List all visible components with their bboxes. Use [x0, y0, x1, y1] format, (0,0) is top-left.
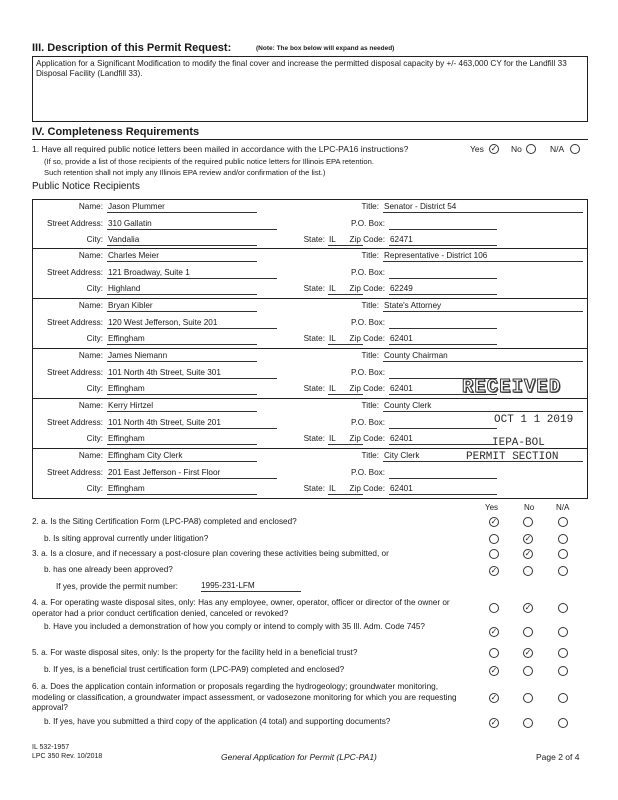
recipient-name[interactable]: James Niemann [107, 351, 257, 362]
q3b-text: b. has one already been approved? [44, 565, 173, 574]
q1-na-radio[interactable] [570, 144, 580, 154]
recipient-street[interactable]: 201 East Jefferson - First Floor [107, 468, 277, 479]
recipient-pobox[interactable] [389, 468, 497, 479]
q1-note-line2: Such retention shall not imply any Illinois EPA review and/or confirmation of the list.) [44, 168, 326, 177]
field-label: Name: [78, 202, 103, 211]
field-label: State: [303, 235, 325, 244]
q1-text: 1. Have all required public notice letters been mailed in accordance with the LPC-PA16 instructions? [32, 144, 409, 154]
q1-no-radio[interactable] [526, 144, 536, 154]
recipient-city[interactable]: Highland [107, 284, 257, 295]
field-label: Title: [361, 351, 379, 360]
field-label: State: [303, 384, 325, 393]
recipient-name[interactable]: Charles Meier [107, 251, 257, 262]
field-label: State: [303, 484, 325, 493]
col-na-header: N/A [556, 503, 570, 512]
q5a-no-radio[interactable]: ✓ [524, 648, 532, 657]
recipient-zip[interactable]: 62471 [389, 235, 497, 246]
q5b-na-radio[interactable] [558, 666, 568, 676]
field-label: P.O. Box: [351, 418, 385, 427]
q2b-yes-radio[interactable] [489, 534, 499, 544]
q6a-no-radio[interactable] [523, 693, 533, 703]
field-label: City: [86, 434, 103, 443]
q5b-no-radio[interactable] [523, 666, 533, 676]
recipient-zip[interactable]: 62401 [389, 484, 497, 495]
field-label: P.O. Box: [351, 318, 385, 327]
recipient-state[interactable]: IL [328, 434, 363, 445]
field-label: Name: [78, 251, 103, 260]
recipient-pobox[interactable] [389, 268, 497, 279]
q5a-text: 5. a. For waste disposal sites, only: Is the property for the facility held in a beneficial trust? [32, 648, 358, 657]
recipient-record [32, 249, 588, 299]
field-label: State: [303, 434, 325, 443]
field-label: Zip Code: [349, 384, 385, 393]
field-label: City: [86, 284, 103, 293]
field-label: Zip Code: [349, 235, 385, 244]
field-label: Title: [361, 401, 379, 410]
col-no-header: No [524, 503, 535, 512]
q5b-text: b. If yes, is a beneficial trust certification form (LPC-PA9) completed and enclosed? [44, 665, 345, 674]
recipient-street[interactable]: 310 Gallatin [107, 219, 277, 230]
q1-na-label: N/A [550, 144, 565, 154]
q4b-text: b. Have you included a demonstration of how you comply or intend to comply with 35 Ill. Adm. Code 745? [44, 622, 425, 631]
field-label: Street Address: [47, 219, 103, 228]
field-label: P.O. Box: [351, 368, 385, 377]
field-label: Title: [361, 251, 379, 260]
recipient-name[interactable]: Jason Plummer [107, 202, 257, 213]
q2a-na-radio[interactable] [558, 517, 568, 527]
section-3-heading: III. Description of this Permit Request: [32, 42, 232, 54]
q6b-yes-radio[interactable]: ✓ [490, 718, 498, 727]
field-label: City: [86, 484, 103, 493]
q6b-text: b. If yes, have you submitted a third copy of the application (4 total) and supporting documents? [44, 717, 391, 726]
field-label: Street Address: [47, 318, 103, 327]
recipient-title[interactable]: Senator - District 54 [383, 202, 583, 213]
stamp-date: OCT 1 1 2019 [494, 414, 574, 426]
q4b-na-radio[interactable] [558, 627, 568, 637]
recipient-pobox[interactable] [389, 219, 497, 230]
recipient-zip[interactable]: 62401 [389, 334, 497, 345]
recipient-city[interactable]: Effingham [107, 334, 257, 345]
q2b-na-radio[interactable] [558, 534, 568, 544]
field-label: Title: [361, 202, 379, 211]
q3b-no-radio[interactable] [523, 566, 533, 576]
recipient-city[interactable]: Vandalia [107, 235, 257, 246]
q4a-no-radio[interactable]: ✓ [524, 603, 532, 612]
field-label: Zip Code: [349, 334, 385, 343]
q2b-no-radio[interactable]: ✓ [524, 534, 532, 543]
recipient-state[interactable]: IL [328, 284, 363, 295]
recipient-street[interactable]: 101 North 4th Street, Suite 301 [107, 368, 277, 379]
field-label: Zip Code: [349, 284, 385, 293]
field-label: Name: [78, 301, 103, 310]
received-stamp: RECEIVED [462, 376, 562, 398]
field-label: City: [86, 384, 103, 393]
q5b-yes-radio[interactable]: ✓ [490, 666, 498, 675]
footer-form-title: General Application for Permit (LPC-PA1) [221, 752, 377, 762]
recipients-title: Public Notice Recipients [32, 181, 140, 192]
field-label: Street Address: [47, 418, 103, 427]
recipient-street[interactable]: 101 North 4th Street, Suite 201 [107, 418, 277, 429]
field-label: Street Address: [47, 268, 103, 277]
q1-no-label: No [511, 144, 522, 154]
q2b-text: b. Is siting approval currently under litigation? [44, 534, 209, 543]
q5a-yes-radio[interactable] [489, 648, 499, 658]
recipient-title[interactable]: County Clerk [383, 401, 583, 412]
q6b-no-radio[interactable] [523, 718, 533, 728]
recipient-record [32, 199, 588, 249]
stamp-section: PERMIT SECTION [466, 451, 559, 463]
q3a-no-radio[interactable]: ✓ [524, 549, 532, 558]
field-label: State: [303, 284, 325, 293]
recipient-city[interactable]: Effingham [107, 384, 257, 395]
field-label: Street Address: [47, 368, 103, 377]
recipient-street[interactable]: 120 West Jefferson, Suite 201 [107, 318, 277, 329]
field-label: Name: [78, 451, 103, 460]
field-label: Title: [361, 451, 379, 460]
recipient-pobox[interactable] [389, 318, 497, 329]
q6b-na-radio[interactable] [558, 718, 568, 728]
q1-yes-label: Yes [470, 144, 484, 154]
q2a-text: 2. a. Is the Siting Certification Form (LPC-PA8) completed and enclosed? [32, 517, 297, 526]
q2a-no-radio[interactable] [523, 517, 533, 527]
q3b-permit-number[interactable]: 1995-231-LFM [201, 581, 301, 592]
recipient-title[interactable]: State's Attorney [383, 301, 583, 312]
recipient-zip[interactable]: 62249 [389, 284, 497, 295]
q3a-yes-radio[interactable] [489, 549, 499, 559]
q3b-yes-radio[interactable]: ✓ [490, 566, 498, 575]
recipient-pobox[interactable] [389, 418, 497, 429]
field-label: Title: [361, 301, 379, 310]
q4a-text: 4. a. For operating waste disposal sites, only: Has any employee, owner, operator, officer or director of the owner or operator had a prior conduct certification denied, canceled or revoked? [32, 598, 450, 618]
recipient-state[interactable]: IL [328, 484, 363, 495]
field-label: P.O. Box: [351, 268, 385, 277]
permit-description-box[interactable]: Application for a Significant Modification to modify the final cover and increase the permitted disposal capacity by +/- 463,000 CY for the Landfill 33 Disposal Facility (Landfill 33). [32, 56, 588, 122]
recipient-title[interactable]: County Chairman [383, 351, 583, 362]
recipient-state[interactable]: IL [328, 235, 363, 246]
recipient-zip[interactable]: 62401 [389, 384, 497, 395]
q4a-na-radio[interactable] [558, 603, 568, 613]
section-divider [32, 139, 588, 140]
q3a-na-radio[interactable] [558, 549, 568, 559]
field-label: Name: [78, 351, 103, 360]
recipient-state[interactable]: IL [328, 384, 363, 395]
footer-code-1: IL 532-1957 [32, 744, 70, 751]
field-label: State: [303, 334, 325, 343]
stamp-agency: IEPA-BOL [492, 437, 545, 449]
q5a-na-radio[interactable] [558, 648, 568, 658]
recipient-street[interactable]: 121 Broadway, Suite 1 [107, 268, 277, 279]
field-label: Zip Code: [349, 434, 385, 443]
q6a-na-radio[interactable] [558, 693, 568, 703]
field-label: P.O. Box: [351, 468, 385, 477]
q4b-yes-radio[interactable]: ✓ [490, 627, 498, 636]
field-label: City: [86, 334, 103, 343]
q1-note-line1: (If so, provide a list of those recipients of the required public notice letters for Illinois EPA retention. [44, 157, 374, 166]
q4a-yes-radio[interactable] [489, 603, 499, 613]
q1-yes-radio[interactable]: ✓ [490, 144, 498, 153]
section-4-heading: IV. Completeness Requirements [32, 126, 200, 138]
q3a-text: 3. a. Is a closure, and if necessary a post-closure plan covering these activities being submitted, or [32, 549, 389, 558]
recipient-city[interactable]: Effingham [107, 484, 257, 495]
q4b-no-radio[interactable] [523, 627, 533, 637]
recipient-record [32, 299, 588, 349]
q3b-permit-label: If yes, provide the permit number: [56, 582, 178, 591]
recipient-name[interactable]: Kerry Hirtzel [107, 401, 257, 412]
expand-note: (Note: The box below will expand as needed) [256, 45, 395, 52]
field-label: City: [86, 235, 103, 244]
recipient-name[interactable]: Effingham City Clerk [107, 451, 257, 462]
footer-code-2: LPC 350 Rev. 10/2018 [32, 753, 103, 760]
recipient-state[interactable]: IL [328, 334, 363, 345]
q6a-yes-radio[interactable]: ✓ [490, 693, 498, 702]
recipient-city[interactable]: Effingham [107, 434, 257, 445]
q6a-text: 6. a. Does the application contain information or proposals regarding the hydrogeology; groundwater monitoring, modeling or classification, a groundwater impact assessment, or vadosezone monitoring for which you are requesting approval? [32, 682, 457, 712]
field-label: Name: [78, 401, 103, 410]
recipient-name[interactable]: Bryan Kibler [107, 301, 257, 312]
recipient-zip[interactable]: 62401 [389, 434, 497, 445]
field-label: P.O. Box: [351, 219, 385, 228]
field-label: Street Address: [47, 468, 103, 477]
q2a-yes-radio[interactable]: ✓ [490, 517, 498, 526]
footer-page-number: Page 2 of 4 [536, 752, 580, 762]
col-yes-header: Yes [485, 503, 499, 512]
field-label: Zip Code: [349, 484, 385, 493]
recipient-title[interactable]: Representative - District 106 [383, 251, 583, 262]
q3b-na-radio[interactable] [558, 566, 568, 576]
recipient-title[interactable]: City Clerk [383, 451, 583, 462]
